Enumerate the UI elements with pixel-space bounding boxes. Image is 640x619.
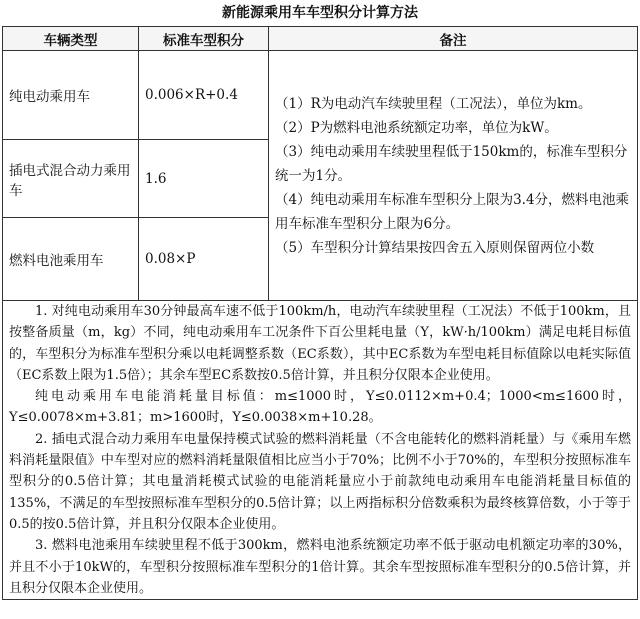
- note-paragraph: 2. 插电式混合动力乘用车电量保持模式试验的燃料消耗量（不含电能转化的燃料消耗量）与《乘用车燃料消耗量限值》中车型对应的燃料消耗量限值相比应当小于70%；比例不小于70%的，车型积分按照标准车型积分的0.5倍计算；其电量消耗模式试验的电能消耗量应小于前款纯电动乘用车电能消耗量目标值的135%，不满足的车型按照标准车型积分的0.5倍计算；以上两指标积分倍数乘积为最终核算倍数，小于等于0.5的按0.5倍计算，并且积分仅限本企业使用。: [9, 431, 631, 532]
- table-row: [3, 51, 638, 140]
- notes-row: [3, 301, 638, 600]
- score-formula-cell: 0.006×R+0.4: [139, 51, 269, 140]
- remark-item: （5）车型积分计算结果按四舍五入原则保留两位小数: [275, 239, 595, 256]
- score-formula-cell: 1.6: [139, 140, 269, 218]
- header-standard-score: 标准车型积分: [139, 27, 269, 51]
- remarks-cell: [269, 51, 638, 301]
- note-paragraph: 纯电动乘用车电能消耗量目标值：m≤1000时，Y≤0.0112×m+0.4；1000<m≤1600时，Y≤0.0078×m+3.81；m>1600时，Y≤0.0038×m+10.28。: [9, 389, 631, 426]
- header-remarks: 备注: [269, 27, 638, 51]
- notes-cell: [3, 301, 638, 600]
- remark-item: （4）纯电动乘用车标准车型积分上限为3.4分，燃料电池乘用车标准车型积分上限为6分。: [275, 191, 630, 232]
- note-paragraph: 3. 燃料电池乘用车续驶里程不低于300km，燃料电池系统额定功率不低于驱动电机额定功率的30%，并且不小于10kW的，车型积分按照标准车型积分的1倍计算。其余车型按照标准车型积分的0.5倍计算，并且积分仅限本企业使用。: [9, 538, 631, 596]
- vehicle-type-cell: 纯电动乘用车: [3, 51, 139, 140]
- remark-item: （2）P为燃料电池系统额定功率，单位为kW。: [275, 119, 558, 136]
- header-vehicle-type: 车辆类型: [3, 27, 139, 51]
- remark-item: （1）R为电动汽车续驶里程（工况法），单位为km。: [275, 95, 592, 112]
- table-title: 新能源乘用车车型积分计算方法: [222, 5, 418, 21]
- vehicle-type-cell: 燃料电池乘用车: [3, 218, 139, 301]
- table-header-row: [3, 27, 638, 51]
- remark-item: （3）纯电动乘用车续驶里程低于150km的，标准车型积分统一为1分。: [275, 143, 628, 184]
- note-paragraph: 1. 对纯电动乘用车30分钟最高车速不低于100km/h，电动汽车续驶里程（工况法）不低于100km，且按整备质量（m，kg）不同，纯电动乘用车工况条件下百公里耗电量（Y，kW·h/100km）满足电耗目标值的，车型积分为标准车型积分乘以电耗调整系数（EC系数），其中EC系数为车型电耗目标值除以电耗实际值（EC系数上限为1.5倍）；其余车型EC系数按0.5倍计算，并且积分仅限本企业使用。: [9, 304, 631, 383]
- scoring-table: [2, 26, 638, 600]
- score-formula-cell: 0.08×P: [139, 218, 269, 301]
- vehicle-type-cell: 插电式混合动力乘用车: [3, 140, 139, 218]
